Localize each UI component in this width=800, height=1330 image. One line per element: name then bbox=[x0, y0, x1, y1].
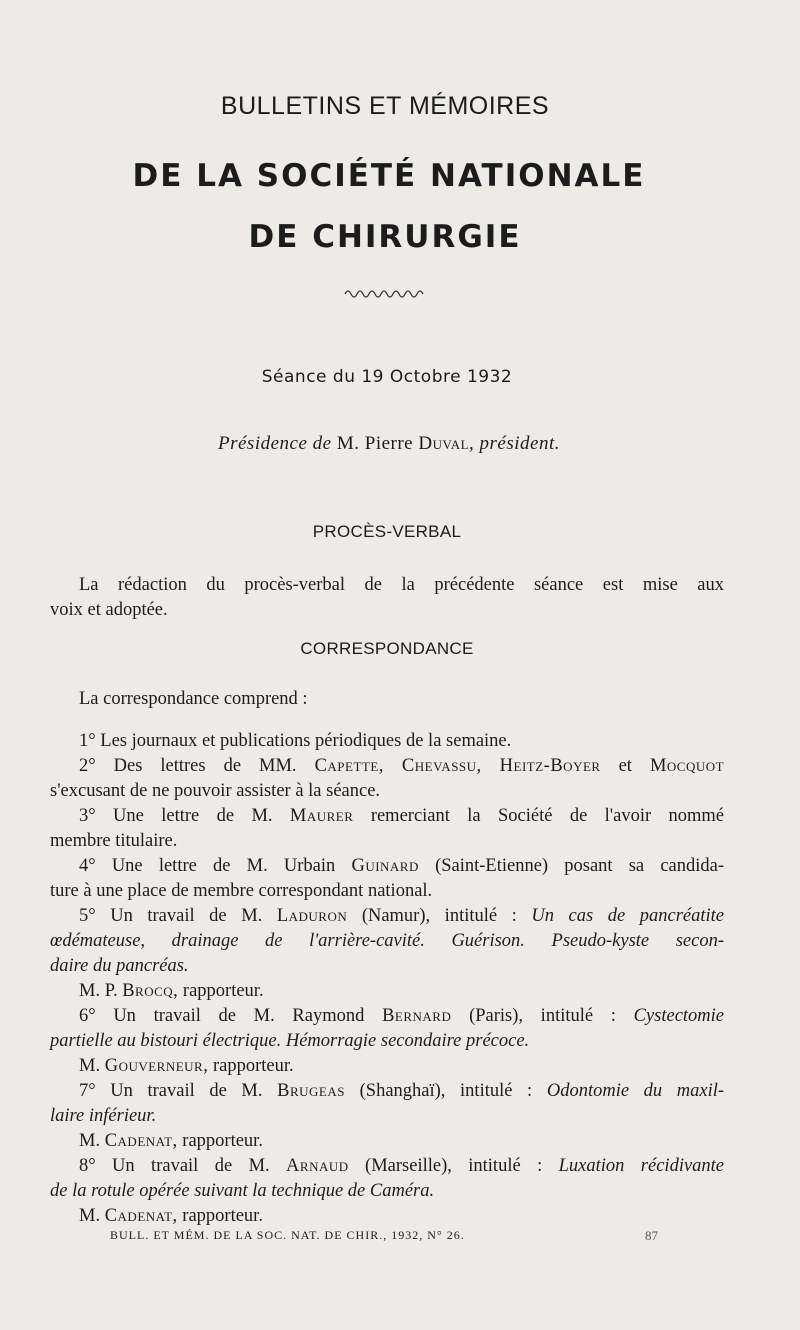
president-first-name: Pierre bbox=[364, 433, 414, 454]
proces-verbal-line: La rédaction du procès-verbal de la précédente séance est mise aux bbox=[79, 575, 724, 595]
rapporteur-line: M. Cadenat, rapporteur. bbox=[79, 1206, 263, 1226]
list-item-6: 6° Un travail de M. Raymond Bernard (Paris), intitulé : Cystectomie bbox=[79, 1006, 725, 1026]
presidence-prefix: Présidence de bbox=[218, 433, 332, 454]
rapporteur-line: M. Gouverneur, rapporteur. bbox=[79, 1056, 294, 1076]
list-item-4-cont: ture à une place de membre correspondant national. bbox=[50, 881, 433, 901]
list-item-3: 3° Une lettre de M. Maurer remerciant la Société de l'avoir nommé bbox=[79, 806, 725, 826]
list-item-2: 2° Des lettres de MM. Capette, Chevassu, Heitz-Boyer et Mocquot bbox=[79, 756, 725, 776]
list-item-5: 5° Un travail de M. Laduron (Namur), intitulé : Un cas de pancréatite bbox=[79, 906, 725, 926]
list-item-5-cont: daire du pancréas. bbox=[50, 956, 189, 976]
list-item-7-cont: laire inférieur. bbox=[50, 1106, 157, 1126]
journal-title: BULLETINS ET MÉMOIRES bbox=[220, 92, 550, 120]
rapporteur-line: M. P. Brocq, rapporteur. bbox=[79, 981, 264, 1001]
proces-verbal-paragraph bbox=[50, 573, 724, 623]
list-item-6-cont: partielle au bistouri électrique. Hémorragie secondaire précoce. bbox=[50, 1031, 530, 1051]
wavy-line-ornament-icon bbox=[343, 284, 425, 300]
correspondance-heading: CORRESPONDANCE bbox=[300, 639, 474, 658]
seance-heading: Séance du 19 Octobre 1932 bbox=[261, 367, 513, 387]
list-item-8: 8° Un travail de M. Arnaud (Marseille), intitulé : Luxation récidivante bbox=[79, 1156, 725, 1176]
rapporteur-line: M. Cadenat, rapporteur. bbox=[79, 1131, 263, 1151]
proces-verbal-heading: PROCÈS-VERBAL bbox=[312, 522, 462, 541]
list-item-1: 1° Les journaux et publications périodiques de la semaine. bbox=[79, 731, 512, 751]
president-surname: Duval bbox=[418, 433, 470, 454]
list-item-8-cont: de la rotule opérée suivant la technique de Caméra. bbox=[50, 1181, 435, 1201]
presidence-role: président. bbox=[479, 433, 560, 454]
proces-verbal-line: voix et adoptée. bbox=[50, 600, 168, 620]
list-item-5-cont: œdémateuse, drainage de l'arrière-cavité. Guérison. Pseudo-kyste secon- bbox=[50, 931, 724, 951]
list-item-7: 7° Un travail de M. Brugeas (Shanghaï), intitulé : Odontomie du maxil- bbox=[79, 1081, 725, 1101]
list-item-2-cont: s'excusant de ne pouvoir assister à la séance. bbox=[50, 781, 381, 801]
presidence-m: M. bbox=[336, 433, 360, 454]
correspondance-intro-text: La correspondance comprend : bbox=[79, 689, 308, 709]
list-item-4: 4° Une lettre de M. Urbain Guinard (Saint-Etienne) posant sa candida- bbox=[79, 856, 725, 876]
presidence-line: Présidence de M. Pierre Duval, président. bbox=[218, 433, 560, 454]
correspondance-list bbox=[50, 729, 724, 1229]
society-title: DE LA SOCIÉTÉ NATIONALE bbox=[132, 158, 646, 194]
chirurgie-title: DE CHIRURGIE bbox=[248, 219, 522, 255]
page-number: 87 bbox=[645, 1228, 658, 1243]
footer-citation: BULL. ET MÉM. DE LA SOC. NAT. DE CHIR., 1932, N° 26. bbox=[110, 1228, 465, 1242]
correspondance-intro bbox=[50, 687, 724, 712]
list-item-3-cont: membre titulaire. bbox=[50, 831, 178, 851]
